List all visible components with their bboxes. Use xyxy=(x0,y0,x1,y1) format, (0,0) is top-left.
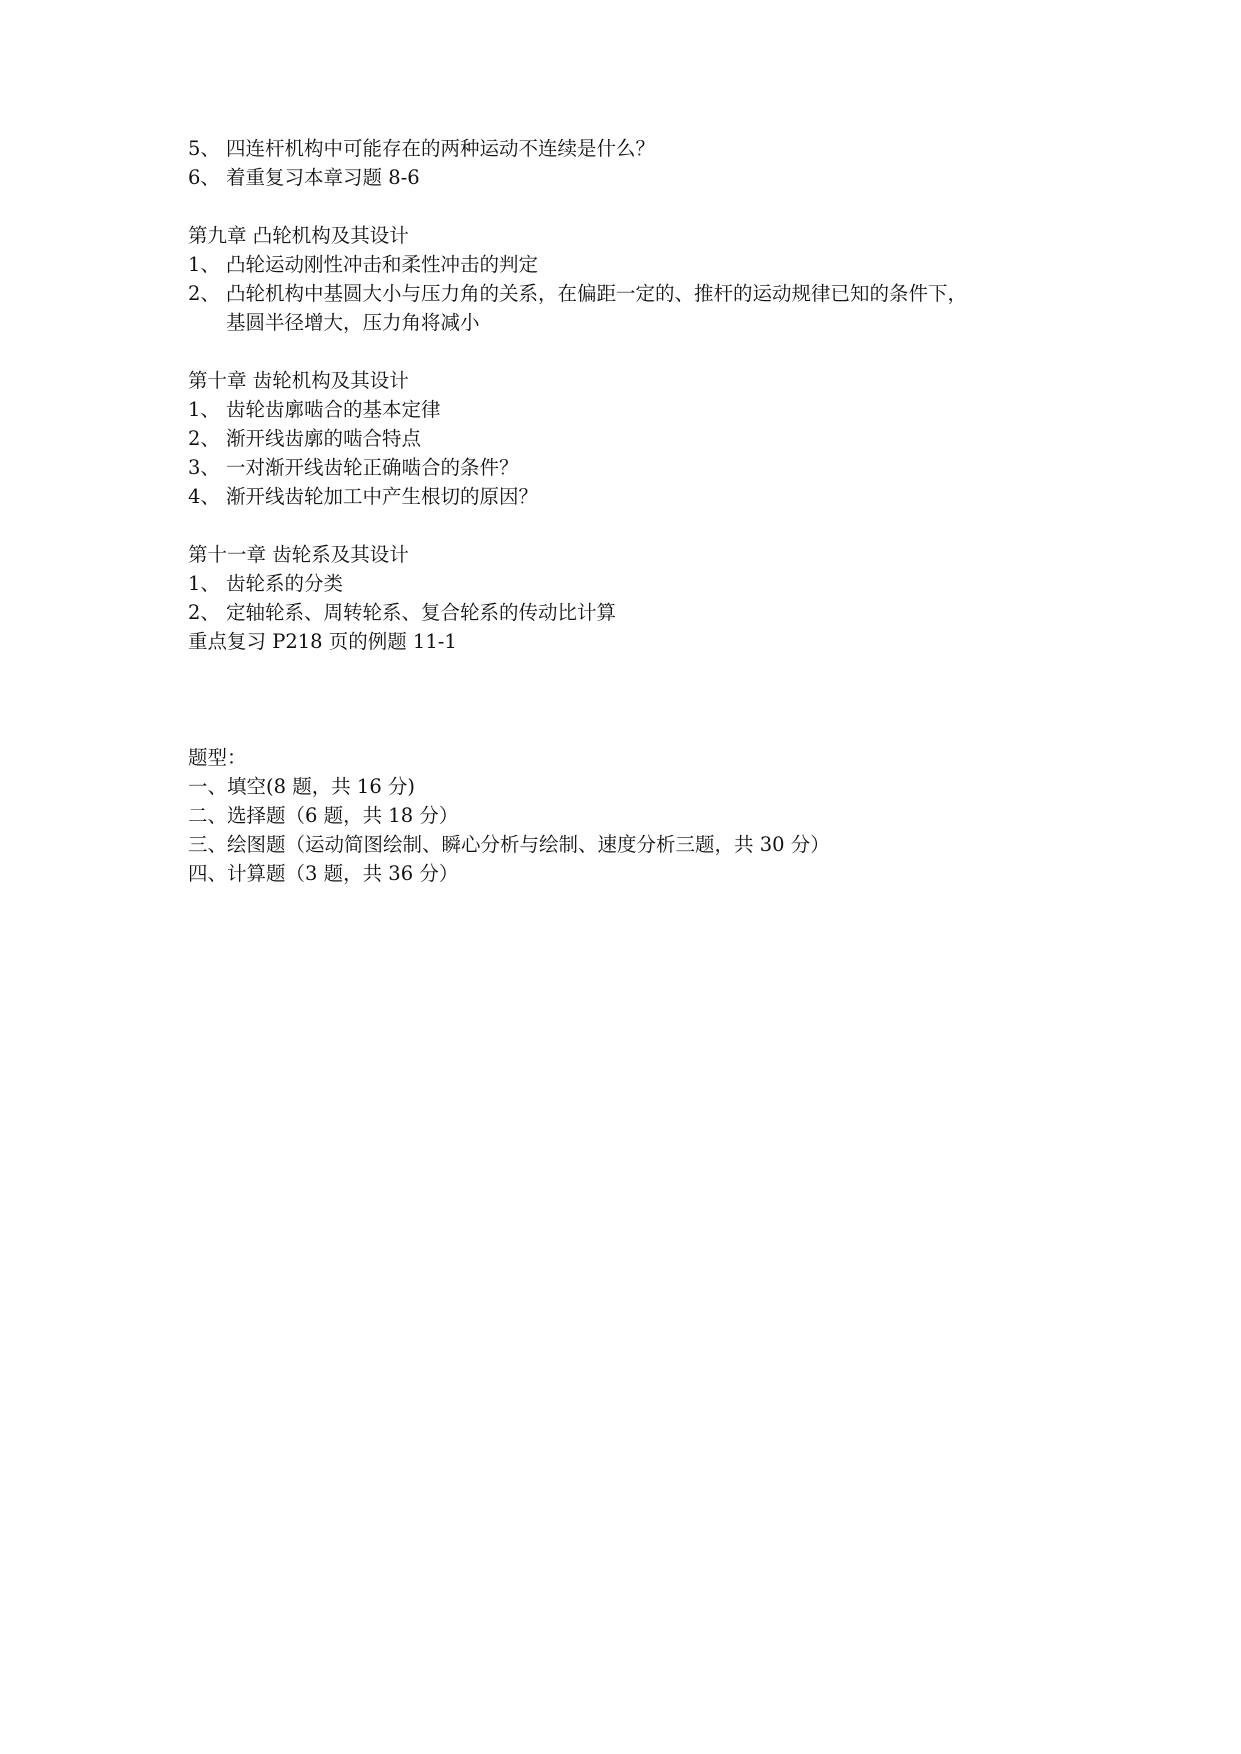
item-text: 渐开线齿廓的啮合特点 xyxy=(226,427,422,450)
ch8-item-6 xyxy=(188,164,420,192)
item-number: 5、 xyxy=(188,137,220,160)
item-number: 2、 xyxy=(188,282,220,305)
item-number: 2、 xyxy=(188,601,220,624)
item-text: 齿轮齿廓啮合的基本定律 xyxy=(226,398,441,421)
question-type-4: 四、计算题（3 题，共 36 分） xyxy=(188,862,459,885)
question-type-1: 一、填空(8 题，共 16 分) xyxy=(188,775,416,798)
item-text: 着重复习本章习题 8-6 xyxy=(226,166,420,189)
question-types-title: 题型： xyxy=(188,746,247,769)
question-type-3: 三、绘图题（运动简图绘制、瞬心分析与绘制、速度分析三题，共 30 分） xyxy=(188,833,830,856)
ch10-item-2 xyxy=(188,425,421,453)
item-text: 渐开线齿轮加工中产生根切的原因？ xyxy=(226,485,539,508)
ch10-item-1 xyxy=(188,396,441,424)
item-text: 凸轮运动刚性冲击和柔性冲击的判定 xyxy=(226,253,539,276)
item-number: 6、 xyxy=(188,166,220,189)
ch8-item-5 xyxy=(188,135,655,163)
item-text: 凸轮机构中基圆大小与压力角的关系，在偏距一定的、推杆的运动规律已知的条件下， xyxy=(226,282,968,305)
ch11-item-2 xyxy=(188,599,616,627)
item-text: 四连杆机构中可能存在的两种运动不连续是什么？ xyxy=(226,137,656,160)
ch9-item-2-continuation: 基圆半径增大，压力角将减小 xyxy=(226,311,480,334)
item-number: 1、 xyxy=(188,572,220,595)
ch10-item-4 xyxy=(188,483,538,511)
ch11-review-note: 重点复习 P218 页的例题 11-1 xyxy=(188,630,457,653)
ch10-item-3 xyxy=(188,454,519,482)
item-text: 定轴轮系、周转轮系、复合轮系的传动比计算 xyxy=(226,601,617,624)
item-text: 齿轮系的分类 xyxy=(226,572,344,595)
item-number: 4、 xyxy=(188,485,220,508)
item-number: 1、 xyxy=(188,253,220,276)
item-number: 1、 xyxy=(188,398,220,421)
chapter-9-title: 第九章 凸轮机构及其设计 xyxy=(188,224,409,247)
ch9-item-2 xyxy=(188,280,967,308)
question-type-2: 二、选择题（6 题，共 18 分） xyxy=(188,804,459,827)
ch11-item-1 xyxy=(188,570,343,598)
chapter-11-title: 第十一章 齿轮系及其设计 xyxy=(188,543,409,566)
ch9-item-1 xyxy=(188,251,538,279)
item-text: 一对渐开线齿轮正确啮合的条件？ xyxy=(226,456,519,479)
chapter-10-title: 第十章 齿轮机构及其设计 xyxy=(188,369,409,392)
item-number: 3、 xyxy=(188,456,220,479)
item-number: 2、 xyxy=(188,427,220,450)
